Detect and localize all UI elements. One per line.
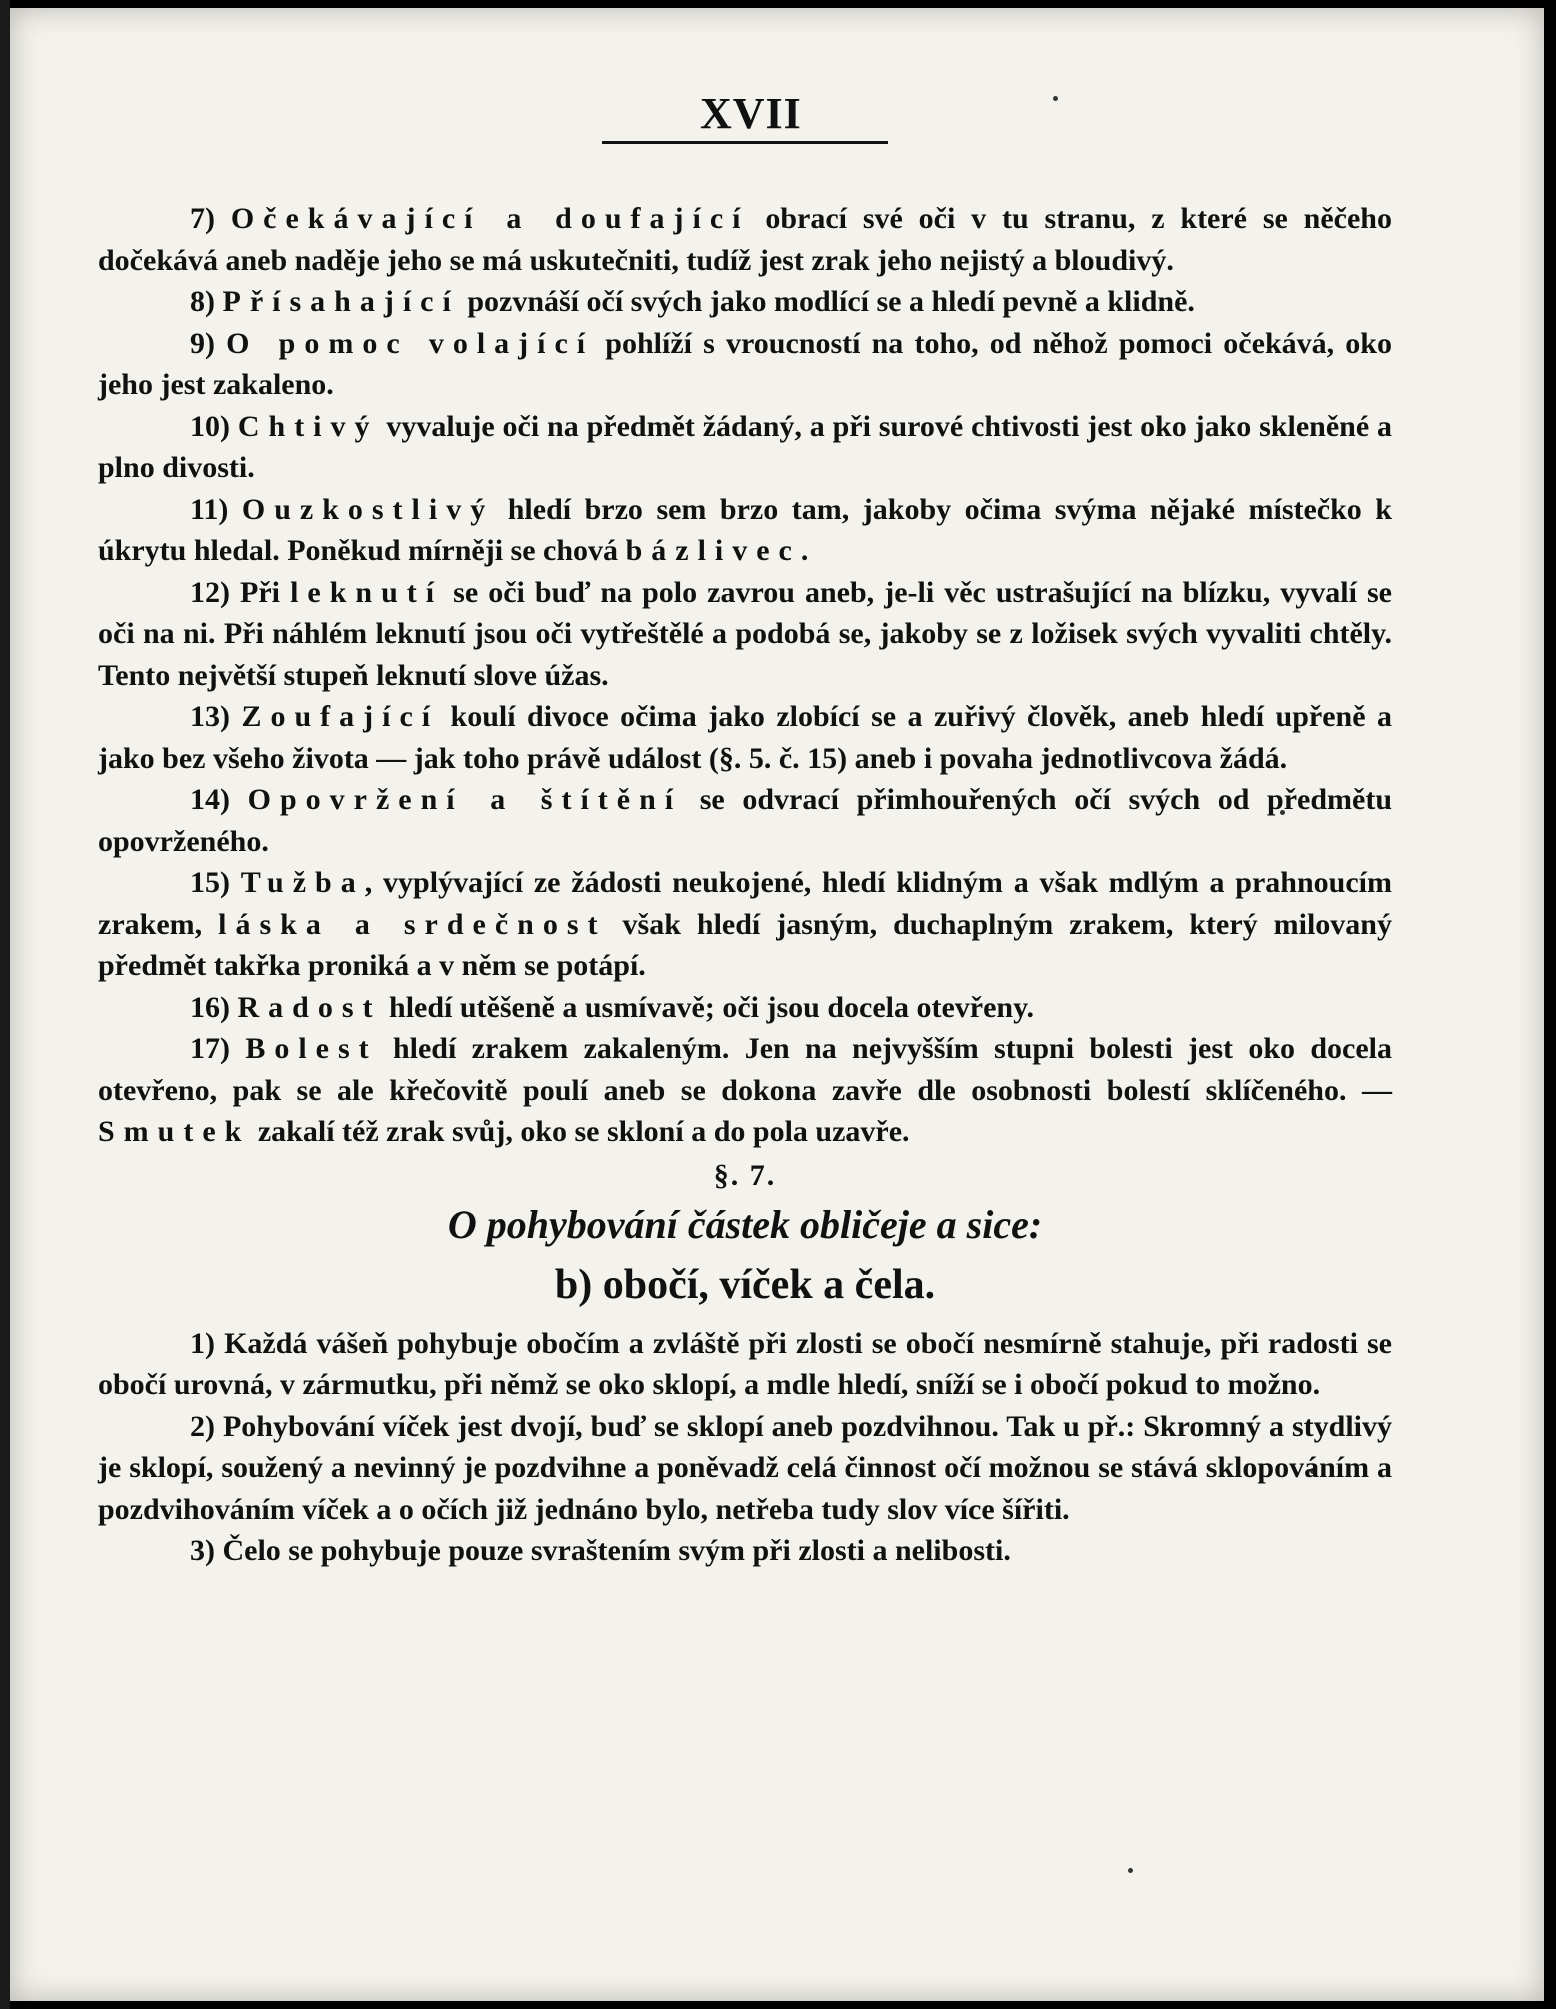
spaced-term: leknutí: [290, 575, 444, 609]
paragraph-item-11: [98, 489, 1392, 572]
spaced-term: Ouzkostlivý: [241, 492, 495, 526]
paragraph-b-2: 2) Pohybování víček jest dvojí, buď se sklopí aneb pozdvihnou. Tak u př.: Skromný a stydlivý je sklopí, soužený a nevinný je pozdvihne a poněvadž celá činnost očí možnou se stává sklopováním a pozdvihováním víček a o očích již jednáno bylo, netřeba tudy slov více šířiti.: [98, 1409, 1392, 1526]
item-text: koulí divoce očima jako zlobící se a zuřivý člověk, aneb hledí upřeně a jako bez všeho života — jak toho právě událost (§. 5. č. 15) aneb i povaha jednotlivcova žádá.: [98, 700, 1392, 775]
paragraph-b-3: 3) Čelo se pohybuje pouze svraštením svým při zlosti a nelibosti.: [190, 1534, 1011, 1567]
paragraph-item-12: [98, 572, 1392, 697]
spaced-term: O pomoc volající: [226, 326, 595, 360]
book-page: [10, 8, 1544, 2001]
scan-speck: [1053, 96, 1058, 101]
item-text: vyvaluje oči na předmět žádaný, a při surové chtivosti jest oko jako skleněné a plno divosti.: [98, 409, 1392, 484]
spaced-term: Bolest: [245, 1032, 378, 1065]
item-text: , vyplývající ze žádosti neukojené, hledí klidným a však mdlým a prahnoucím zrakem,: [98, 866, 1392, 941]
item-number: 7): [190, 202, 231, 235]
item-text: pohlíží s vroucností na toho, od něhož pomoci očekává, oko jeho jest zakaleno.: [98, 326, 1392, 401]
item-number: 14): [190, 783, 248, 816]
paragraph-item-17: [98, 1028, 1392, 1153]
spaced-term: Zoufající: [241, 700, 440, 733]
section-subtitle: b) obočí, víček a čela.: [554, 1261, 936, 1308]
spaced-term: Očekávající a doufající: [230, 202, 750, 235]
paragraph-item-14: [98, 779, 1392, 862]
spaced-term: Smutek: [98, 1115, 251, 1148]
spaced-term: láska a srdečnost: [218, 907, 607, 941]
item-text: hledí brzo sem brzo tam, jakoby očima svýma nějaké místečko k úkrytu hledal. Poněkud mírněji se chová: [98, 492, 1392, 567]
header-rule: [602, 141, 888, 144]
spaced-term: bázlivec: [625, 534, 801, 567]
item-text: pozvnáší očí svých jako modlící se a hledí pevně a klidně.: [459, 285, 1195, 318]
paragraph-item-13: [98, 696, 1392, 779]
item-text: hledí zrakem zakaleným. Jen na nejvyšším stupni bolesti jest oko docela otevřeno, pak se ale křečovitě poulí aneb se dokona zavře dle osobnosti bolestí sklíčeného. —: [98, 1032, 1392, 1107]
item-number: 11): [190, 492, 242, 526]
item-number: 9): [190, 326, 227, 360]
item-text: však hledí jasným, duchaplným zrakem, který milovaný předmět takřka proniká a v něm se potápí.: [98, 907, 1392, 982]
item-text: .: [800, 534, 809, 567]
spaced-term: Tužba: [240, 866, 365, 899]
item-number: 16): [190, 990, 238, 1024]
item-text: se oči buď na polo zavrou aneb, je-li věc ustrašující na blízku, vyvalí se oči na ni. Při náhlém leknutí jsou oči vytřeštělé a podobá se, jakoby se z ložisek svých vyvaliti chtěly. Tento největší stupeň leknutí slove úžas.: [98, 575, 1393, 692]
item-text: obrací své oči v tu stranu, z které se něčeho dočekává aneb naděje jeho se má uskutečniti, tudíž jest zrak jeho nejistý a bloudivý.: [98, 202, 1392, 277]
scan-speck: [1128, 1868, 1133, 1873]
spaced-term: Radost: [237, 990, 382, 1024]
item-number: 10): [190, 409, 238, 443]
paragraph-item-10: [98, 406, 1392, 489]
paragraph-item-15: [98, 862, 1392, 987]
paragraph-b-1: 1) Každá vášeň pohybuje obočím a zvláště při zlosti se obočí nesmírně stahuje, při radosti se obočí urovná, v zármutku, při němž se oko sklopí, a mdle hledí, sníží se i obočí pokud to možno.: [98, 1326, 1392, 1401]
paragraph-item-9: [98, 323, 1392, 406]
item-number: 12) Při: [190, 575, 291, 609]
item-text: se odvrací přimhouřených očí svých od předmětu opovrženého.: [98, 783, 1393, 858]
item-text: hledí utěšeně a usmívavě; oči jsou docela otevřeny.: [381, 990, 1034, 1024]
body-text: [98, 198, 1392, 1572]
paragraph-item-7: [98, 198, 1392, 281]
paragraph-item-16: [98, 987, 1392, 1029]
scan-edge: [0, 0, 10, 2009]
section-title: O pohybování částek obličeje a sice:: [447, 1201, 1043, 1247]
item-number: 17): [190, 1032, 246, 1065]
section-number: §. 7.: [713, 1158, 777, 1192]
item-number: 8): [190, 285, 223, 318]
spaced-term: Chtivý: [237, 409, 379, 443]
page-number: XVII: [700, 89, 802, 138]
spaced-term: Opovržení a štítění: [247, 783, 683, 816]
item-number: 15): [190, 866, 241, 899]
paragraph-item-8: [98, 281, 1392, 323]
spaced-term: Přísahající: [222, 285, 460, 318]
item-text: zakalí též zrak svůj, oko se skloní a do pola uzavře.: [250, 1115, 910, 1148]
item-number: 13): [190, 700, 242, 733]
